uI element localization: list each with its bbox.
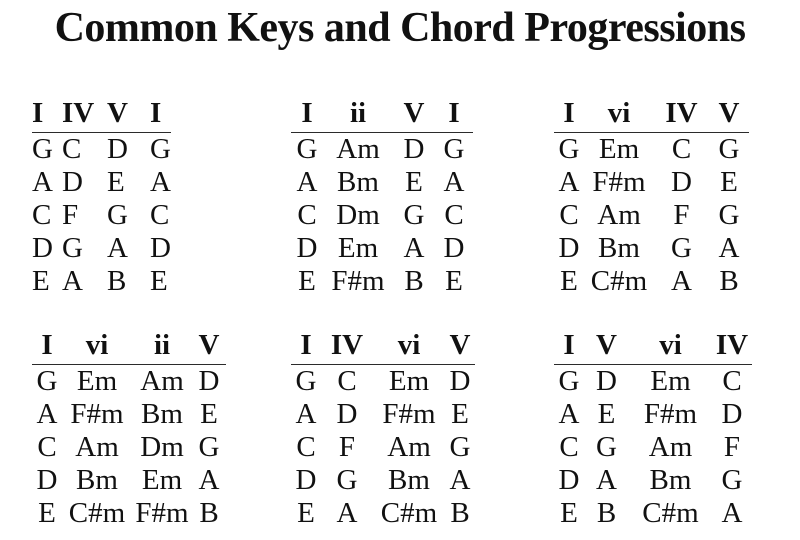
progression-header-cell: V — [445, 329, 475, 365]
progression-header-cell: IV — [62, 97, 107, 133]
chord-cell: C — [559, 431, 579, 463]
chord-cell: E — [200, 398, 218, 430]
progression-header-cell: V — [107, 97, 150, 133]
chord-row — [291, 464, 475, 497]
chord-cell: C — [337, 365, 357, 397]
progression-table-I-IV-V-I — [32, 97, 171, 298]
chord-cell: Am — [140, 365, 184, 397]
progression-table-I-vi-IV-V — [554, 97, 749, 298]
chord-row — [554, 232, 749, 265]
chord-cell: A — [558, 166, 580, 198]
chord-cell: C — [444, 199, 464, 231]
chord-cell: D — [62, 166, 83, 198]
chord-cell: Bm — [76, 464, 118, 496]
progression-header-cell: I — [150, 97, 171, 133]
chord-cell: B — [404, 265, 424, 297]
chord-row — [32, 398, 226, 431]
chord-row — [291, 365, 475, 399]
chord-row — [291, 166, 473, 199]
chord-cell: F#m — [643, 398, 698, 430]
chord-row — [291, 497, 475, 530]
chord-row — [291, 232, 473, 265]
chord-cell: F — [338, 431, 356, 463]
chord-row — [291, 431, 475, 464]
chord-cell: D — [671, 166, 692, 198]
progression-header-cell: vi — [373, 329, 445, 365]
progression-header-cell: IV — [712, 329, 752, 365]
chord-cell: F — [723, 431, 741, 463]
chord-cell: Bm — [598, 232, 640, 264]
chord-cell: D — [336, 398, 358, 430]
chord-cell: Bm — [649, 464, 692, 496]
chord-cell: D — [296, 232, 318, 264]
chord-cell: Am — [648, 431, 693, 463]
chord-cell: C — [32, 199, 52, 231]
progression-header-cell: vi — [629, 329, 712, 365]
chord-cell: A — [36, 398, 58, 430]
chord-cell: E — [560, 497, 578, 529]
progression-table-I-vi-ii-V — [32, 329, 226, 530]
chord-row — [32, 431, 226, 464]
chord-cell: G — [403, 199, 425, 231]
progression-header-row — [291, 97, 473, 133]
chord-cell: E — [445, 265, 463, 297]
progression-header-row — [32, 329, 226, 365]
chord-cell: D — [198, 365, 220, 397]
chord-cell: B — [107, 265, 127, 297]
chord-cell: F#m — [331, 265, 385, 297]
progression-header-cell: I — [32, 329, 62, 365]
chord-cell: A — [558, 398, 580, 430]
chord-cell: Bm — [337, 166, 379, 198]
chord-row — [32, 464, 226, 497]
progression-header-row — [554, 329, 752, 365]
chord-cell: A — [62, 265, 83, 297]
progression-header-row — [554, 97, 749, 133]
chord-cell: E — [560, 265, 578, 297]
progression-header-cell: IV — [321, 329, 373, 365]
chord-cell: A — [107, 232, 128, 264]
chord-cell: Am — [75, 431, 119, 463]
chord-cell: G — [721, 464, 743, 496]
chord-cell: Em — [388, 365, 430, 397]
chord-cell: A — [443, 166, 465, 198]
chord-cell: D — [295, 464, 317, 496]
chord-cell: E — [597, 398, 616, 430]
chord-cell: G — [336, 464, 358, 496]
chord-cell: D — [36, 464, 58, 496]
chord-cell: E — [32, 265, 50, 297]
chord-cell: E — [150, 265, 168, 297]
chord-cell: A — [671, 265, 692, 297]
chord-cell: G — [718, 199, 740, 231]
chord-cell: Em — [337, 232, 379, 264]
chord-cell: E — [720, 166, 738, 198]
progression-header-cell: V — [709, 97, 749, 133]
progression-table-I-ii-V-I — [291, 97, 473, 298]
chord-cell: F — [673, 199, 690, 231]
chord-cell: B — [199, 497, 219, 529]
chord-row — [554, 464, 752, 497]
chord-cell: C — [150, 199, 170, 231]
progression-header-cell: V — [393, 97, 435, 133]
chord-cell: C — [559, 199, 579, 231]
progression-header-cell: I — [32, 97, 62, 133]
chord-cell: D — [32, 232, 53, 264]
chord-cell: C — [37, 431, 57, 463]
chord-cell: A — [449, 464, 471, 496]
chord-cell: Am — [387, 431, 431, 463]
chord-row — [554, 265, 749, 298]
chord-row — [32, 166, 171, 199]
chord-cell: D — [443, 232, 465, 264]
chord-cell: G — [36, 365, 58, 397]
chord-cell: A — [596, 464, 617, 496]
chord-row — [32, 365, 226, 399]
chord-row — [32, 265, 171, 298]
chord-row — [554, 166, 749, 199]
chord-cell: C#m — [380, 497, 438, 529]
chord-cell: Am — [336, 133, 380, 165]
chord-cell: Bm — [141, 398, 183, 430]
chord-cell: F#m — [135, 497, 189, 529]
chord-cell: G — [596, 431, 617, 463]
chord-cell: Em — [141, 464, 183, 496]
chord-cell: G — [296, 133, 318, 165]
chord-cell: C#m — [590, 265, 648, 297]
chord-row — [32, 232, 171, 265]
chord-cell: E — [297, 497, 315, 529]
chord-cell: Em — [598, 133, 640, 165]
progression-header-cell: IV — [654, 97, 709, 133]
chord-cell: G — [558, 133, 580, 165]
chord-cell: E — [451, 398, 469, 430]
chord-cell: A — [721, 497, 743, 529]
progression-header-cell: ii — [132, 329, 192, 365]
chord-cell: G — [671, 232, 692, 264]
chord-cell: F — [62, 199, 79, 231]
chord-cell: Em — [650, 365, 691, 397]
page — [0, 4, 800, 529]
chord-row — [32, 133, 171, 167]
chord-cell: C#m — [642, 497, 699, 529]
chord-cell: A — [403, 232, 425, 264]
chord-row — [554, 497, 752, 530]
chord-row — [291, 265, 473, 298]
chord-cell: B — [450, 497, 470, 529]
chord-row — [554, 398, 752, 431]
chord-cell: D — [558, 464, 580, 496]
chord-cell: A — [336, 497, 358, 529]
chord-cell: A — [718, 232, 740, 264]
chord-cell: G — [198, 431, 220, 463]
chord-cell: F#m — [592, 166, 646, 198]
progression-header-cell: I — [291, 329, 321, 365]
chord-cell: C — [297, 199, 317, 231]
chord-cell: D — [721, 398, 743, 430]
chord-cell: G — [32, 133, 53, 165]
chord-cell: E — [405, 166, 423, 198]
progression-table-I-IV-vi-V — [291, 329, 475, 530]
chord-cell: B — [596, 497, 617, 529]
chord-cell: D — [449, 365, 471, 397]
chord-row — [554, 199, 749, 232]
chord-cell: Dm — [336, 199, 380, 231]
chord-cell: A — [32, 166, 53, 198]
chord-cell: C — [296, 431, 316, 463]
chord-cell: F#m — [70, 398, 124, 430]
chord-cell: C — [722, 365, 742, 397]
chord-cell: G — [150, 133, 171, 165]
progression-header-cell: I — [291, 97, 323, 133]
progression-header-cell: V — [192, 329, 226, 365]
chord-cell: C — [671, 133, 692, 165]
progression-table-I-V-vi-IV — [554, 329, 752, 530]
chord-cell: G — [718, 133, 740, 165]
progression-header-cell: vi — [62, 329, 132, 365]
chord-cell: Em — [76, 365, 118, 397]
chord-row — [32, 199, 171, 232]
chord-cell: D — [107, 133, 128, 165]
chord-row — [291, 398, 475, 431]
chord-cell: A — [296, 166, 318, 198]
progression-header-cell: I — [435, 97, 473, 133]
chord-cell: E — [107, 166, 125, 198]
progression-header-cell: I — [554, 97, 584, 133]
chord-cell: E — [38, 497, 56, 529]
chord-row — [291, 199, 473, 232]
chord-row — [32, 497, 226, 530]
chord-cell: G — [107, 199, 128, 231]
chord-cell: D — [150, 232, 171, 264]
progression-header-cell: V — [584, 329, 629, 365]
chord-cell: A — [295, 398, 317, 430]
chord-cell: C — [62, 133, 82, 165]
chord-cell: A — [198, 464, 220, 496]
chord-cell: D — [403, 133, 425, 165]
chord-cell: Bm — [388, 464, 430, 496]
chord-cell: G — [443, 133, 465, 165]
chord-cell: G — [558, 365, 580, 397]
chord-row — [291, 133, 473, 167]
chord-row — [554, 133, 749, 167]
chord-cell: E — [298, 265, 316, 297]
chord-cell: D — [558, 232, 580, 264]
chord-row — [554, 365, 752, 399]
progression-header-cell: I — [554, 329, 584, 365]
chord-cell: D — [596, 365, 617, 397]
progression-header-row — [32, 97, 171, 133]
chord-cell: G — [62, 232, 83, 264]
chord-cell: B — [719, 265, 739, 297]
chord-cell: F#m — [382, 398, 436, 430]
progression-header-cell: vi — [584, 97, 654, 133]
chord-cell: Dm — [140, 431, 184, 463]
chord-cell: C#m — [68, 497, 126, 529]
chord-cell: G — [449, 431, 471, 463]
progression-header-cell: ii — [323, 97, 393, 133]
progression-header-row — [291, 329, 475, 365]
chord-cell: Am — [597, 199, 641, 231]
chord-cell: A — [150, 166, 171, 198]
chord-row — [554, 431, 752, 464]
page-title: Common Keys and Chord Progressions — [54, 5, 746, 51]
chord-cell: G — [295, 365, 317, 397]
